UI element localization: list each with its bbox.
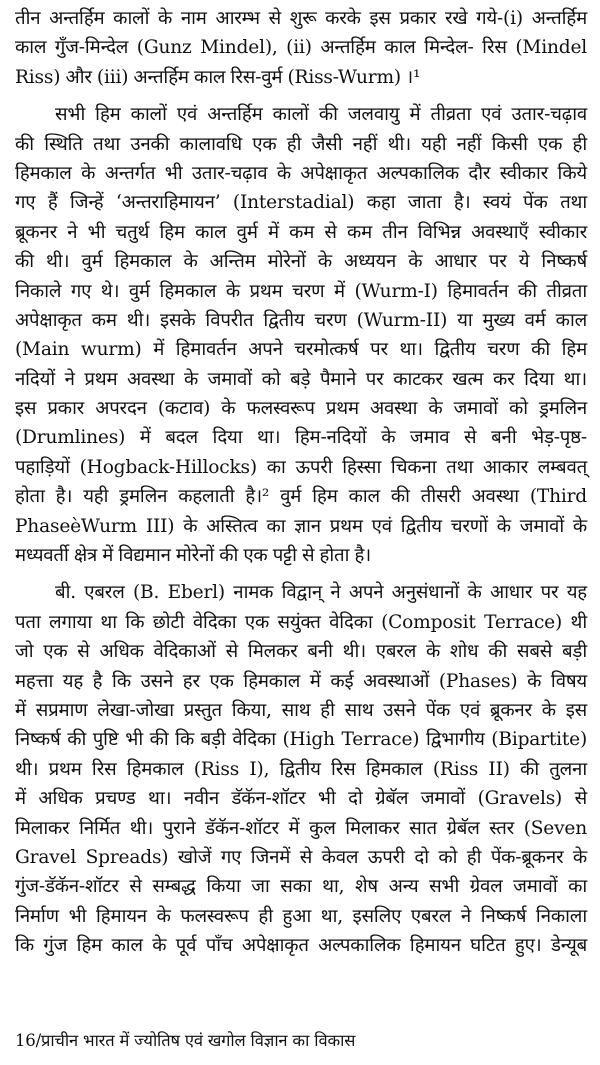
page-body [15, 4, 587, 969]
text-line: मिलाकर निर्मित थी। पुराने डॅकॅन-शॉटर में कुल मिलाकर सात ग्रेबॅल स्तर (Seven [15, 817, 587, 839]
text-line: Riss) और (iii) अन्तर्हिम काल रिस-वुर्म (Riss-Wurm) ।¹ [15, 66, 421, 88]
text-line: इस प्रकार अपरदन (कटाव) के फलस्वरूप प्रथम अवस्था के जमावों को ड्रमलिन [15, 398, 587, 420]
text-line: अपेक्षाकृत कम थी। इसके विपरीत द्वितीय चरण (Wurm-II) या मुख्य वर्म काल [15, 309, 587, 331]
text-line: महत्ता यह है कि उसने हर एक हिमकाल में कई अवस्थाओं (Phases) के विषय [15, 670, 587, 692]
text-line: नदियों ने प्रथम अवस्था के जमावों को बड़े पैमाने पर काटकर खत्म कर दिया था। [15, 368, 587, 390]
paragraph-interglacial-names [15, 4, 587, 92]
text-line: तीन अन्तर्हिम कालों के नाम आरम्भ से शुरू करके इस प्रकार रखे गये-(i) अन्तर्हिम [15, 8, 587, 29]
text-line: निर्माण भी हिमायन के फलस्वरूप ही हुआ था, इसलिए एबरल ने निष्कर्ष निकाला [15, 905, 587, 927]
text-line: निष्कर्ष की पुष्टि भी की कि बड़ी वेदिका (High Terrace) द्विभागीय (Bipartite) [15, 729, 587, 751]
paragraph-climate-variation [15, 100, 587, 570]
text-line: ब्रूकनर ने भी चतुर्थ हिम काल वुर्म में कम से कम तीन विभिन्न अवस्थाएँ स्वीकार [15, 221, 587, 243]
text-line: Gravel Spreads) खोजें गए जिनमें से केवल ऊपरी दो को ही पेंक-ब्रूकनर के [15, 846, 587, 868]
text-line: की थी। वुर्म हिमकाल के अन्तिम मोरेनों के अध्ययन के आधार पर ये निष्कर्ष [15, 251, 587, 273]
text-line: में अधिक प्रचण्ड था। नवीन डॅकॅन-शॉटर भी दो ग्रेबॅल जमावों (Gravels) से [15, 788, 587, 810]
text-line: काल गुँज-मिन्देल (Gunz Mindel), (ii) अन्तर्हिम काल मिन्देल- रिस (Mindel [15, 37, 587, 59]
text-line: जो एक से अधिक वेदिकाओं से मिलकर बनी थी। एबरल के शोध की सबसे बड़ी [15, 641, 587, 663]
text-line: मध्यवर्ती क्षेत्र में विद्यमान मोरेनों की एक पट्टी से होता है। [15, 545, 371, 567]
text-line: सभी हिम कालों एवं अन्तर्हिम कालों की जलवायु में तीव्रता एवं उतार-चढ़ाव [55, 104, 587, 126]
text-line: (Drumlines) में बदल दिया था। हिम-नदियों के जमाव से बनी भेड़-पृष्ठ- [15, 427, 587, 449]
text-line: की स्थिति तथा उनकी कालावधि एक ही जैसी नहीं थी। यही नहीं किसी एक ही [15, 133, 587, 155]
text-line: पता लगाया था कि छोटी वेदिका एक सयुंक्त वेदिका (Composit Terrace) थी [15, 611, 587, 633]
text-line: निकाले गए थे। वुर्म हिमकाल के प्रथम चरण में (Wurm-I) हिमावर्तन की तीव्रता [15, 280, 587, 302]
text-line: (Main wurm) में हिमावर्तन अपने चरमोत्कर्ष पर था। द्वितीय चरण की हिम [15, 339, 587, 361]
page-footer: 16/प्राचीन भारत में ज्योतिष एवं खगोल विज्ञान का विकास [15, 1031, 356, 1050]
text-line: थी। प्रथम रिस हिमकाल (Riss I), द्वितीय रिस हिमकाल (Riss II) की तुलना [15, 758, 587, 780]
text-line: पहाड़ियों (Hogback-Hillocks) का ऊपरी हिस्सा चिकना तथा आकार लम्बवत् [15, 456, 587, 478]
text-line: गए हैं जिन्हें ‘अन्तराहिमायन’ (Interstadial) कहा जाता है। स्वयं पेंक तथा [15, 192, 587, 214]
paragraph-eberl-research [15, 578, 587, 960]
text-line: में सप्रमाण लेखा-जोखा प्रस्तुत किया, साथ ही साथ उसने पेंक एवं ब्रूकनर के इस [15, 699, 587, 721]
text-line: होता है। यही ड्रमलिन कहलाती है।² वुर्म हिम काल की तीसरी अवस्था (Third [15, 486, 587, 508]
text-line: गुंज-डॅकॅन-शॉटर से सम्बद्ध किया जा सका था, शेष अन्य सभी ग्रेवल जमावों का [15, 876, 587, 898]
text-line: हिमकाल के अन्तर्गत भी उतार-चढ़ाव के अपेक्षाकृत अल्पकालिक दौर स्वीकार किये [15, 162, 587, 184]
text-line: कि गुंज हिम काल के पूर्व पाँच अपेक्षाकृत अल्पकालिक हिमायन घटित हुए। डेन्यूब [15, 935, 587, 957]
text-line: PhaseèWurm III) के अस्तित्व का ज्ञान प्रथम एवं द्वितीय चरणों के जमावों के [15, 515, 587, 537]
text-line: बी. एबरल (B. Eberl) नामक विद्वान् ने अपने अनुसंधानों के आधार पर यह [55, 582, 587, 604]
